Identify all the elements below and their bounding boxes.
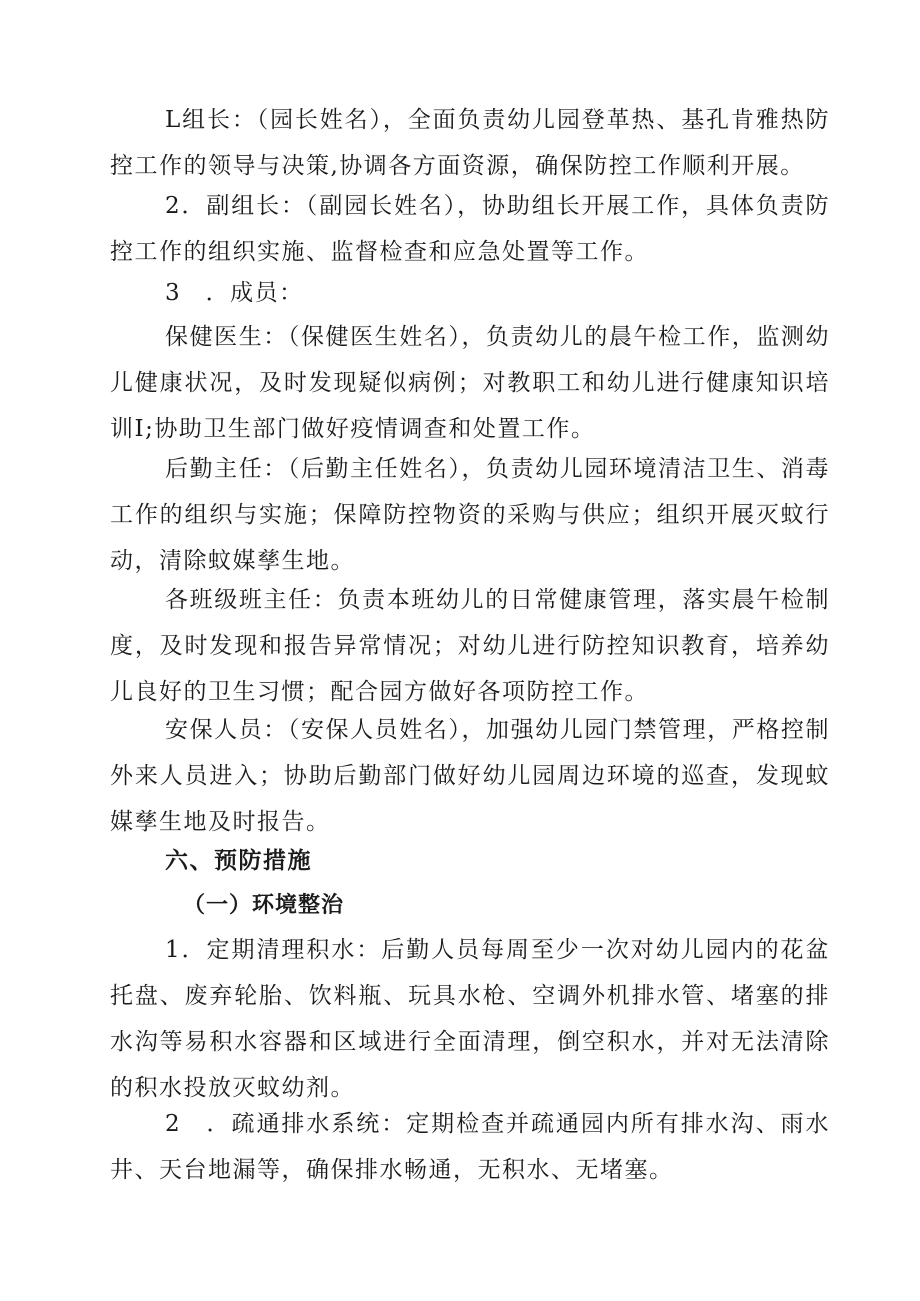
paragraph-security-staff: 安保人员：（安保人员姓名），加强幼儿园门禁管理，严格控制外来人员进入；协助后勤部门做好幼儿园周边环境的巡查，发现蚊媒孳生地及时报告。 xyxy=(110,717,830,835)
paragraph-clear-standing-water: 1．定期清理积水：后勤人员每周至少一次对幼儿园内的花盆托盘、废弃轮胎、饮料瓶、玩具水枪、空调外机排水管、堵塞的排水沟等易积水容器和区域进行全面清理，倒空积水，并对无法清除的积水投放灭蚊幼剂。 xyxy=(110,937,830,1101)
section-heading-prevention: 六、预防措施 xyxy=(165,848,312,874)
paragraph-class-teachers: 各班级班主任：负责本班幼儿的日常健康管理，落实晨午检制度，及时发现和报告异常情况；对幼儿进行防控知识教育，培养幼儿良好的卫生习惯；配合园方做好各项防控工作。 xyxy=(110,587,830,705)
paragraph-deputy-leader: 2．副组长：（副园长姓名），协助组长开展工作，具体负责防控工作的组织实施、监督检查和应急处置等工作。 xyxy=(110,193,830,265)
paragraph-drainage-system: 2 ．疏通排水系统：定期检查并疏通园内所有排水沟、雨水井、天台地漏等，确保排水畅通，无积水、无堵塞。 xyxy=(110,1111,830,1183)
paragraph-members: 3 ．成员： xyxy=(165,280,304,306)
subsection-heading-environment: （一）环境整治 xyxy=(183,892,345,918)
paragraph-logistics-director: 后勤主任：（后勤主任姓名），负责幼儿园环境清洁卫生、消毒工作的组织与实施；保障防控物资的采购与供应；组织开展灭蚊行动，清除蚊媒孳生地。 xyxy=(110,456,830,574)
paragraph-group-leader: L组长：（园长姓名），全面负责幼儿园登革热、基孔肯雅热防控工作的领导与决策,协调各方面资源，确保防控工作顺利开展。 xyxy=(110,107,830,179)
paragraph-health-doctor: 保健医生：（保健医生姓名），负责幼儿的晨午检工作，监测幼儿健康状况，及时发现疑似病例；对教职工和幼儿进行健康知识培训I;协助卫生部门做好疫情调查和处置工作。 xyxy=(110,324,830,442)
